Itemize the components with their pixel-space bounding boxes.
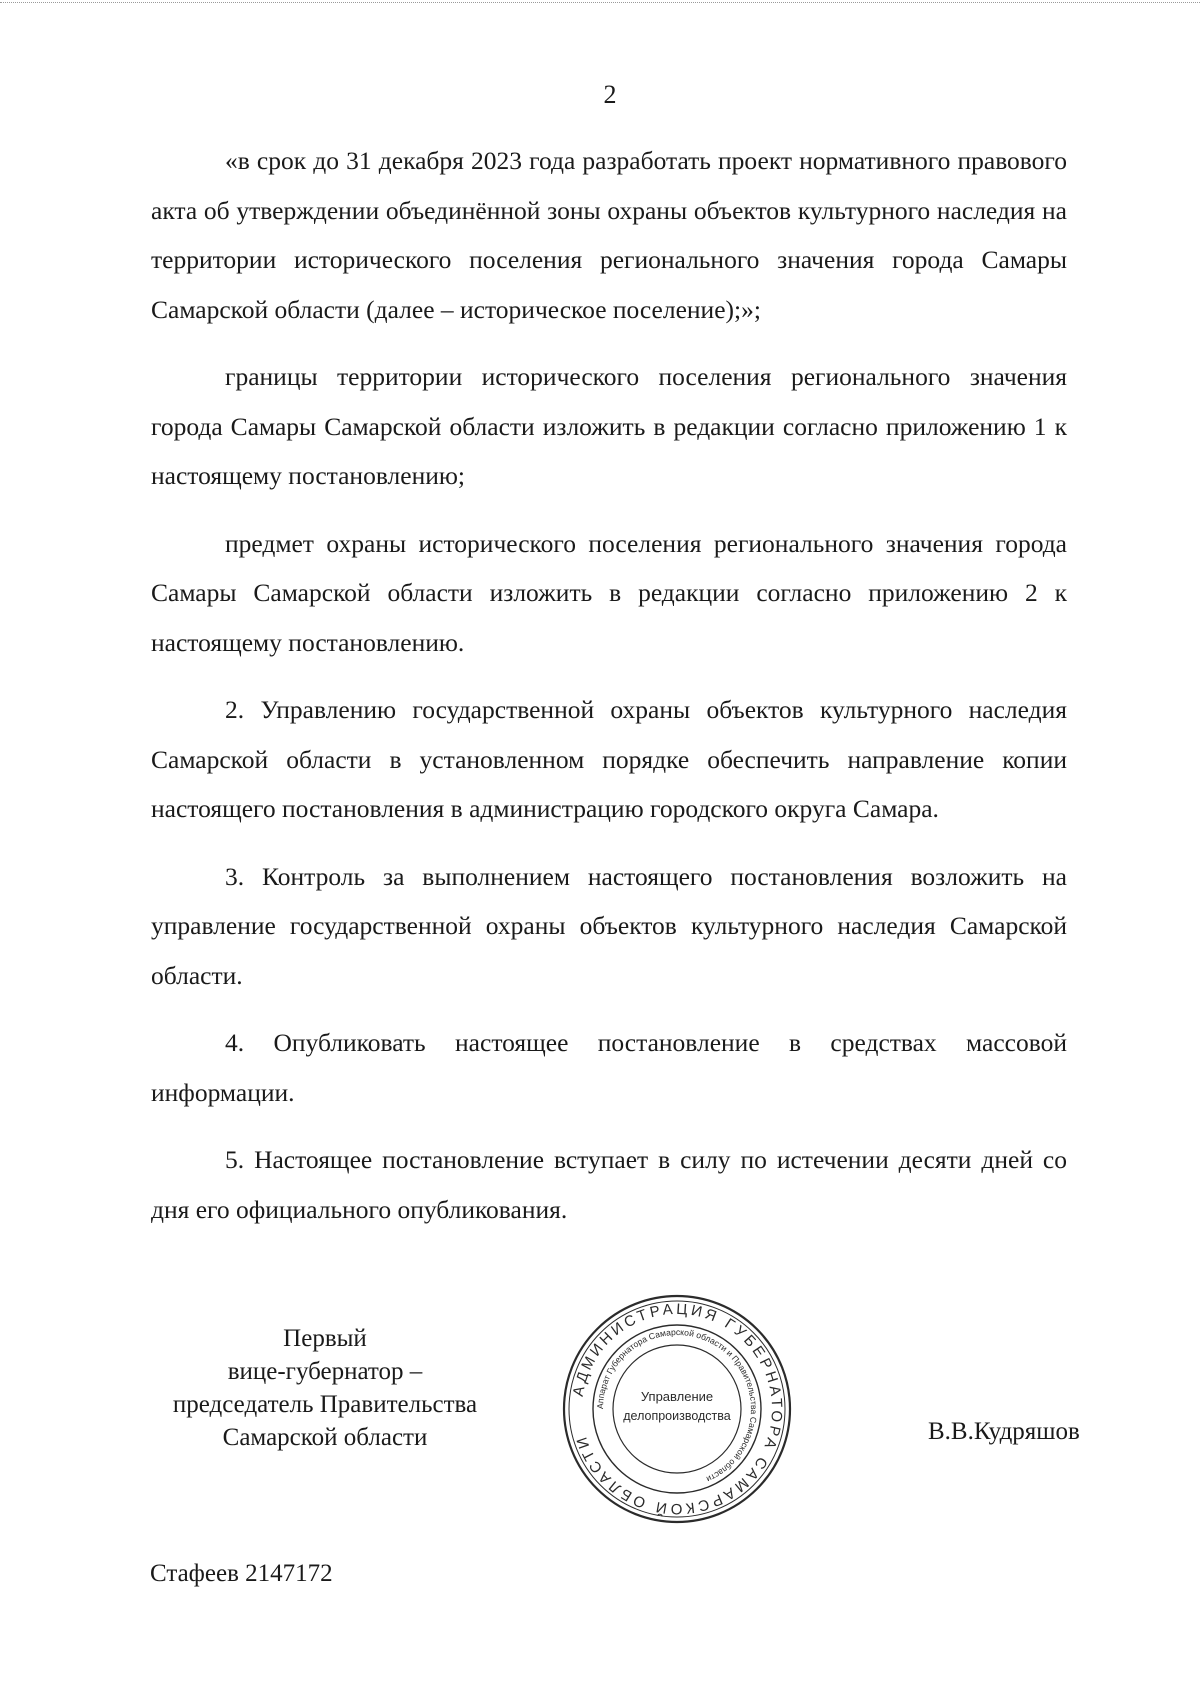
paragraph-amendment-quote: «в срок до 31 декабря 2023 года разработать проект нормативного правового акта об утверждении объединённой зоны охраны объектов культурного наследия на территории исторического поселения регионального значения города Самары Самарской области (далее – историческое поселение);»; — [151, 146, 1067, 324]
signatory-title-line: Первый — [283, 1325, 367, 1352]
paragraph-protection-subject: предмет охраны исторического поселения регионального значения города Самары Самарской области изложить в редакции согласно приложению 2 к настоящему постановлению. — [151, 528, 1067, 657]
paragraph-item-4: 4. Опубликовать настоящее постановление в средствах массовой информации. — [151, 1028, 1067, 1107]
signatory-title-line: Самарской области — [222, 1424, 428, 1451]
signatory-title-line: председатель Правительства — [172, 1391, 478, 1418]
page-number: 2 — [603, 80, 617, 109]
seal-center-line-2: делопроизводства — [623, 1409, 731, 1423]
seal-outer-text: АДМИНИСТРАЦИЯ ГУБЕРНАТОРА САМАРСКОЙ ОБЛАСТИ — [569, 1300, 786, 1518]
signatory-title — [150, 1322, 500, 1454]
seal-center-line-1: Управление — [640, 1389, 714, 1404]
paragraph-item-3: 3. Контроль за выполнением настоящего постановления возложить на управление государственной охраны объектов культурного наследия Самарской области. — [151, 861, 1067, 990]
executor-contact: Стафеев 2147172 — [150, 1560, 333, 1587]
document-body — [151, 136, 1067, 1234]
paragraph-boundaries: границы территории исторического поселения регионального значения города Самары Самарской области изложить в редакции согласно приложению 1 к настоящему постановлению; — [151, 362, 1067, 490]
seal-inner-ring-text: Аппарат Губернатора Самарской области и Правительства Самарской области — [594, 1326, 760, 1485]
paragraph-item-2: 2. Управлению государственной охраны объектов культурного наследия Самарской области в установленном порядке обеспечить направление копии настоящего постановления в администрацию городского округа Самара. — [151, 695, 1067, 823]
top-border-line — [0, 2, 1200, 3]
signatory-name: В.В.Кудряшов — [928, 1418, 1080, 1445]
paragraph-item-5: 5. Настоящее постановление вступает в силу по истечении десяти дней со дня его официального опубликования. — [151, 1145, 1067, 1224]
signatory-title-line: вице-губернатор – — [227, 1358, 423, 1385]
official-seal — [556, 1288, 798, 1530]
